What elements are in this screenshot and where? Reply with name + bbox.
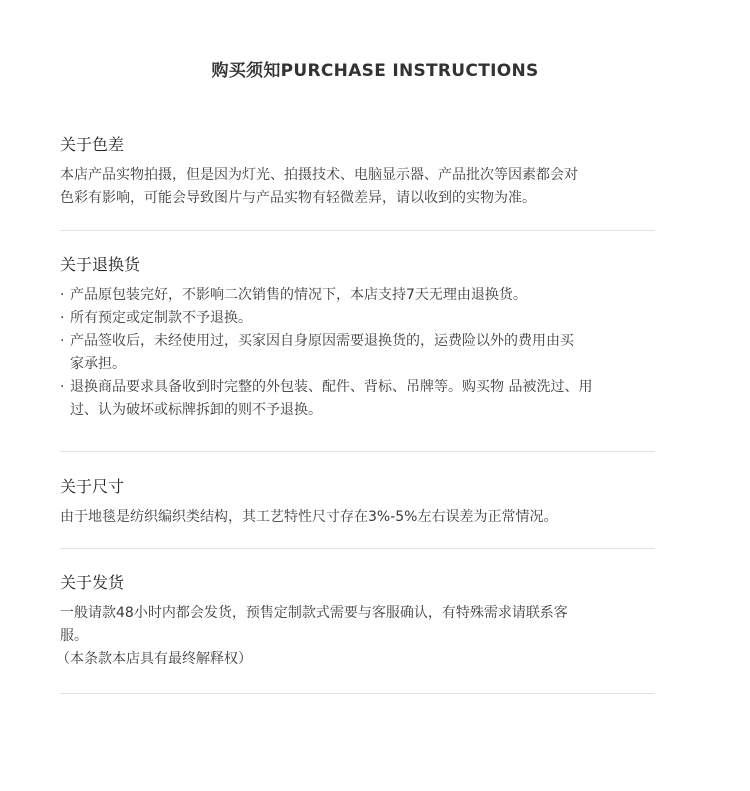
disclaimer: （本条款本店具有最终解释权） bbox=[56, 651, 252, 667]
section-heading: 关于退换货 bbox=[60, 255, 141, 274]
section-size bbox=[60, 476, 660, 529]
divider bbox=[60, 230, 655, 231]
page-title: 购买须知PURCHASE INSTRUCTIONS bbox=[211, 61, 539, 81]
section-heading: 关于发货 bbox=[60, 573, 125, 592]
list-item bbox=[60, 284, 660, 307]
section-heading: 关于色差 bbox=[60, 135, 125, 154]
section-returns bbox=[60, 254, 660, 422]
body-line: 由于地毯是纺织编织类结构，其工艺特性尺寸存在3%-5%左右误差为正常情况。 bbox=[60, 509, 558, 525]
list-item-text: 过、认为破坏或标牌拆卸的则不予退换。 bbox=[70, 402, 322, 418]
section-heading: 关于尺寸 bbox=[60, 477, 125, 496]
list-item-text: 家承担。 bbox=[70, 356, 126, 372]
bullet: · bbox=[60, 287, 65, 303]
divider bbox=[60, 548, 655, 549]
list-item-continued bbox=[60, 399, 660, 422]
list-item bbox=[60, 307, 660, 330]
body-line: 一般请款48小时内都会发货，预售定制款式需要与客服确认，有特殊需求请联系客 bbox=[60, 605, 568, 621]
bullet: · bbox=[60, 333, 65, 349]
list-item-text: 退换商品要求具备收到时完整的外包装、配件、背标、吊牌等。购买物 品被洗过、用 bbox=[70, 379, 593, 395]
list-item bbox=[60, 330, 660, 353]
bullet: · bbox=[60, 379, 65, 395]
divider bbox=[60, 693, 655, 694]
list-item-text: 产品原包装完好，不影响二次销售的情况下，本店支持7天无理由退换货。 bbox=[70, 287, 527, 303]
list-item-text: 产品签收后，未经使用过，买家因自身原因需要退换货的，运费险以外的费用由买 bbox=[70, 333, 574, 349]
list-item-text: 所有预定或定制款不予退换。 bbox=[70, 310, 252, 326]
body-line: 服。 bbox=[60, 628, 88, 644]
list-item bbox=[60, 376, 660, 399]
divider bbox=[60, 451, 655, 452]
section-color-difference bbox=[60, 134, 660, 210]
body-line: 色彩有影响，可能会导致图片与产品实物有轻微差异，请以收到的实物为准。 bbox=[60, 190, 536, 206]
list-item-continued bbox=[60, 353, 660, 376]
body-line: 本店产品实物拍摄，但是因为灯光、拍摄技术、电脑显示器、产品批次等因素都会对 bbox=[60, 167, 578, 183]
bullet: · bbox=[60, 310, 65, 326]
section-shipping bbox=[56, 572, 660, 671]
